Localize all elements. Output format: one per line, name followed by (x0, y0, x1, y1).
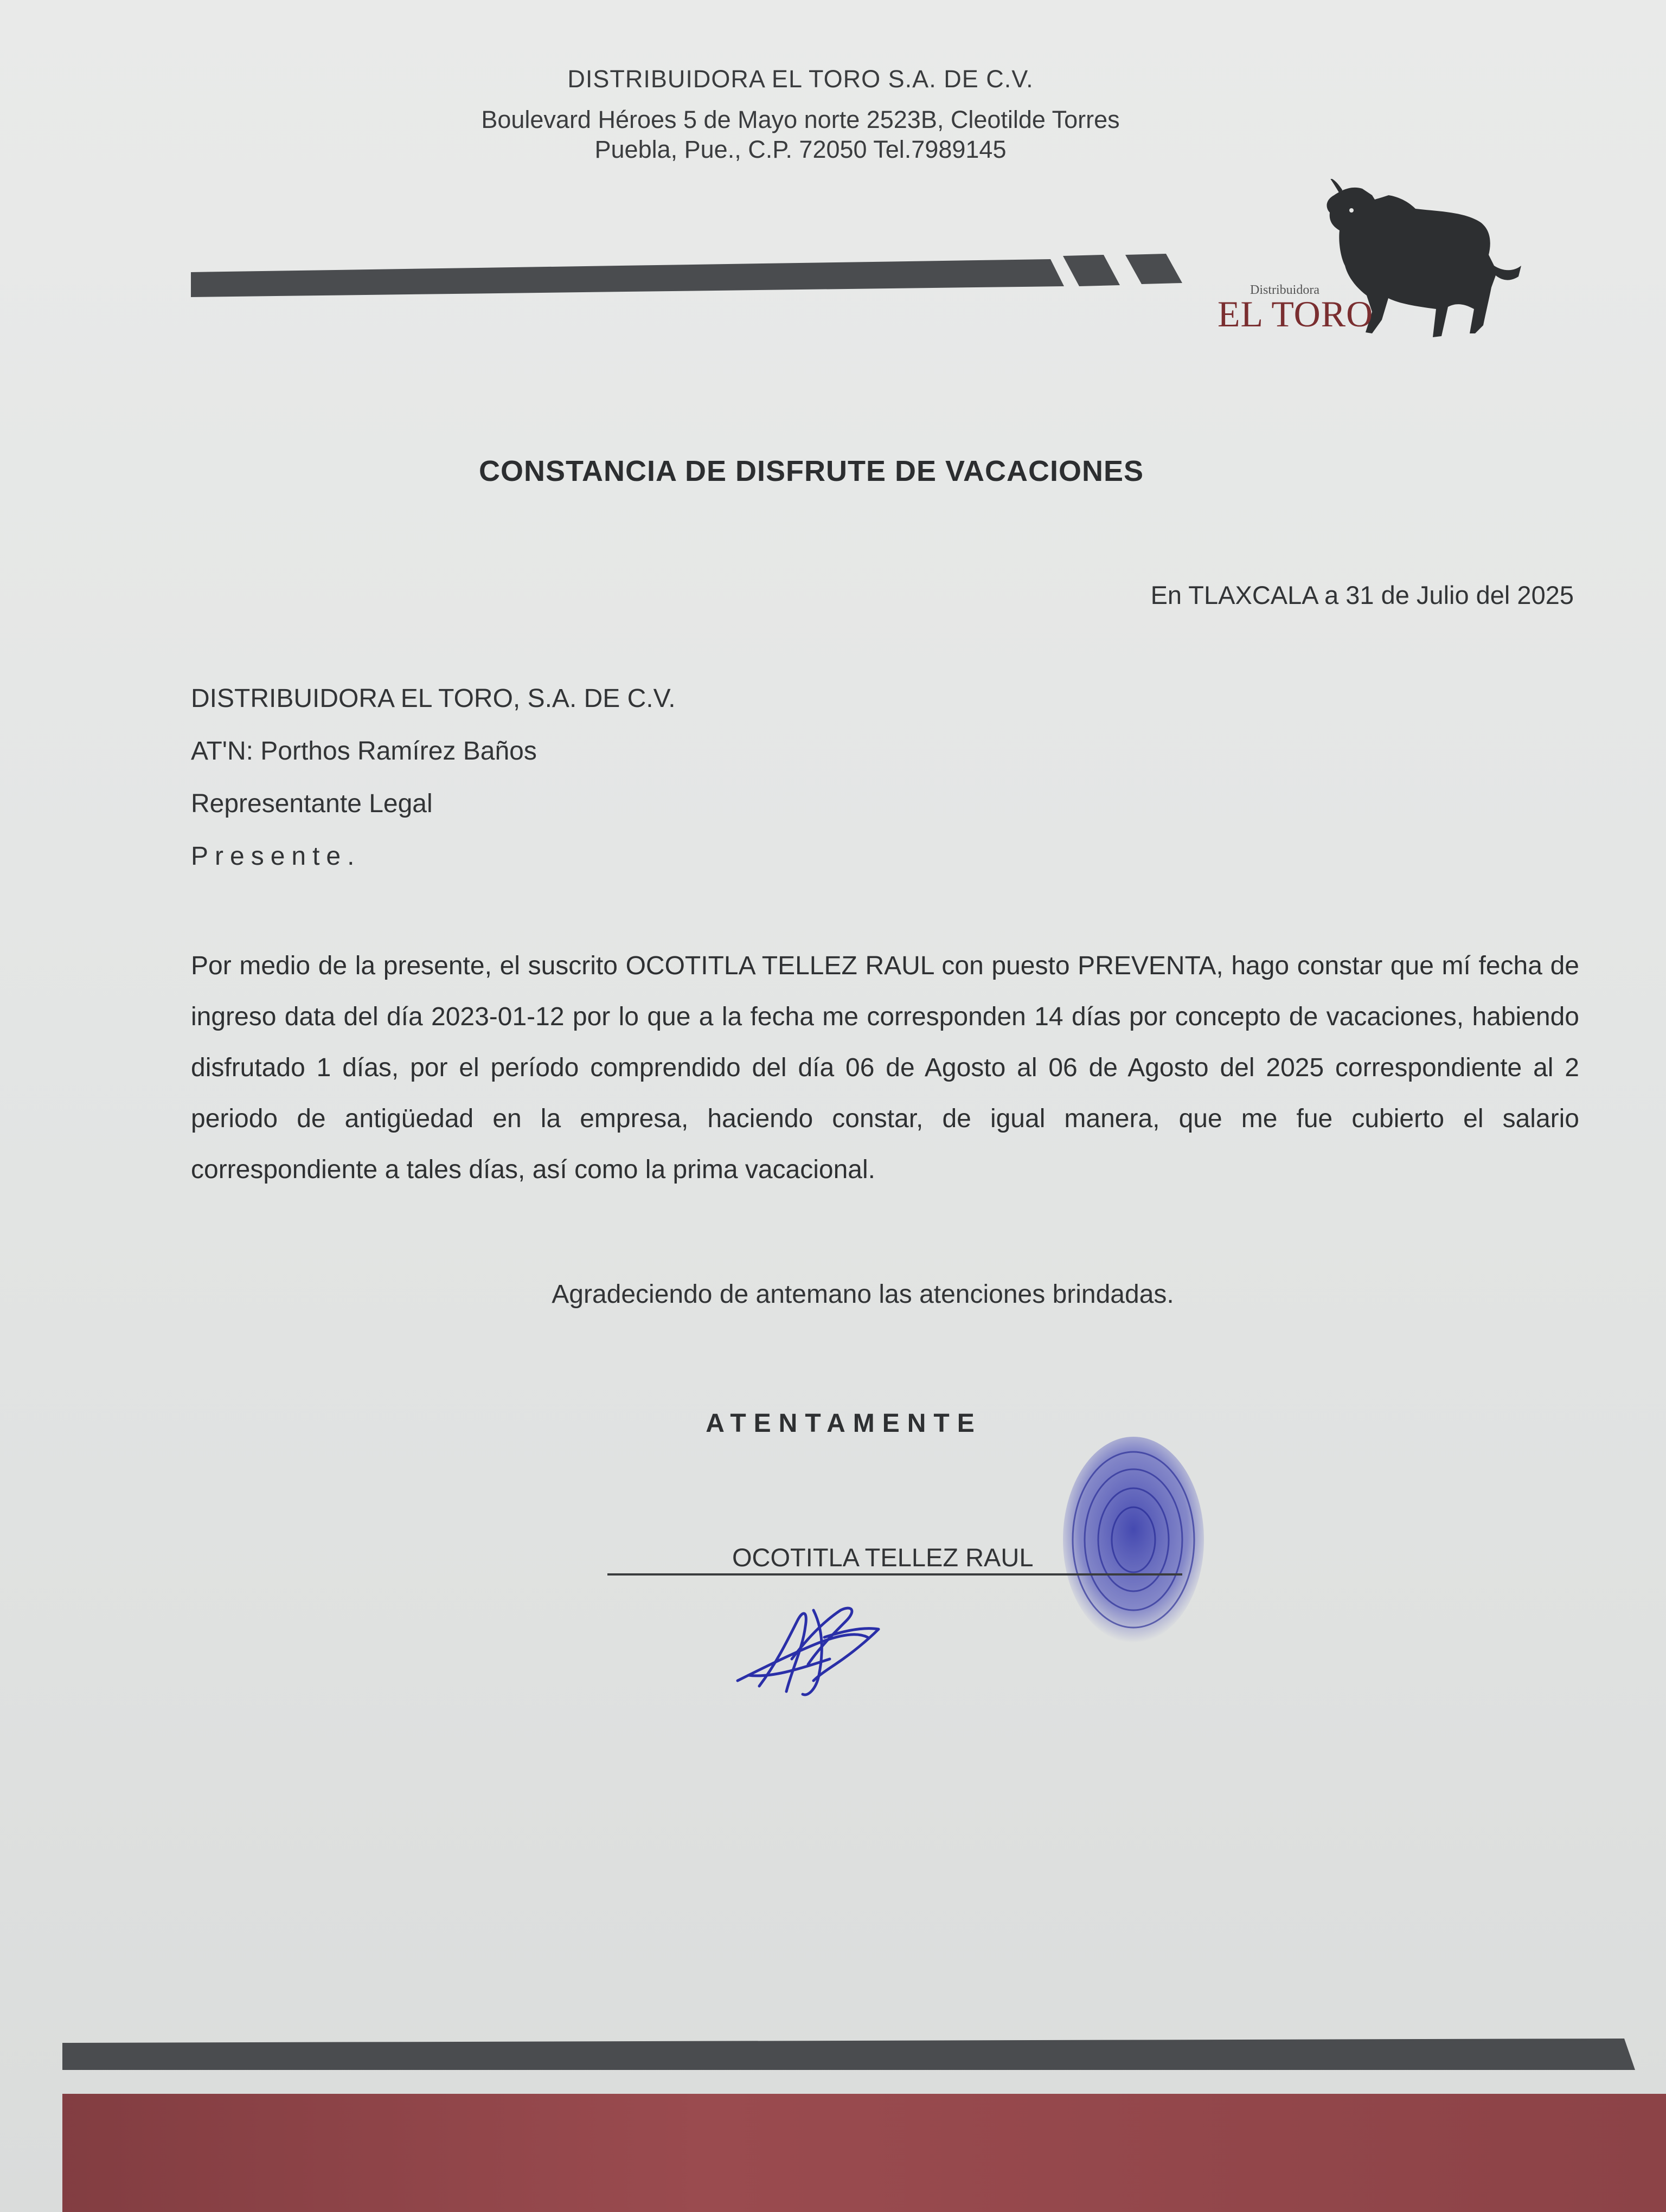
recipient-role: Representante Legal (191, 789, 433, 818)
thanks-line: Agradeciendo de antemano las atenciones brindadas. (552, 1280, 1174, 1309)
body-paragraph (191, 941, 1579, 1195)
footer-maroon-shade (62, 2094, 1666, 2212)
recipient-block (191, 672, 676, 883)
letterhead-address-line-1: Boulevard Héroes 5 de Mayo norte 2523B, Cleotilde Torres (481, 106, 1120, 133)
letterhead-address-line-2: Puebla, Pue., C.P. 72050 Tel.7989145 (594, 136, 1007, 163)
letterhead-company: DISTRIBUIDORA EL TORO S.A. DE C.V. (567, 65, 1034, 93)
header-decorative-bar (191, 259, 1064, 297)
footer-decorative-bar (62, 2039, 1635, 2071)
logo-name-text: EL TORO (1218, 293, 1374, 335)
body-paragraph-text: Por medio de la presente, el suscrito OCOTITLA TELLEZ RAUL con puesto PREVENTA, hago constar que mí fecha de ingreso data del día 2023-01-12 por lo que a la fecha me corresponden 14 días por concepto de vacaciones, habiendo disfrutado 1 días, por el período comprendido del día 06 de Agosto al 06 de Agosto del 2025 correspondiente al 2 periodo de antigüedad en la empresa, haciendo constar, de igual manera, que me fue cubierto el salario correspondiente a tales días, así como la prima vacacional. (191, 951, 1579, 1184)
closing-atentamente: ATENTAMENTE (706, 1409, 982, 1438)
recipient-attention: AT'N: Porthos Ramírez Baños (191, 737, 537, 766)
signer-name: OCOTITLA TELLEZ RAUL (732, 1543, 1034, 1572)
recipient-company: DISTRIBUIDORA EL TORO, S.A. DE C.V. (191, 684, 676, 713)
handwritten-signature-icon (727, 1589, 889, 1708)
fingerprint-icon (1052, 1426, 1215, 1654)
date-line: En TLAXCALA a 31 de Julio del 2025 (1150, 581, 1574, 609)
logo-small-text: Distribuidora (1250, 283, 1319, 297)
recipient-salutation: Presente. (191, 842, 361, 871)
header-bar-dashes (1058, 254, 1204, 292)
signature-line (607, 1573, 1182, 1576)
document-title: CONSTANCIA DE DISFRUTE DE VACACIONES (478, 455, 1144, 487)
